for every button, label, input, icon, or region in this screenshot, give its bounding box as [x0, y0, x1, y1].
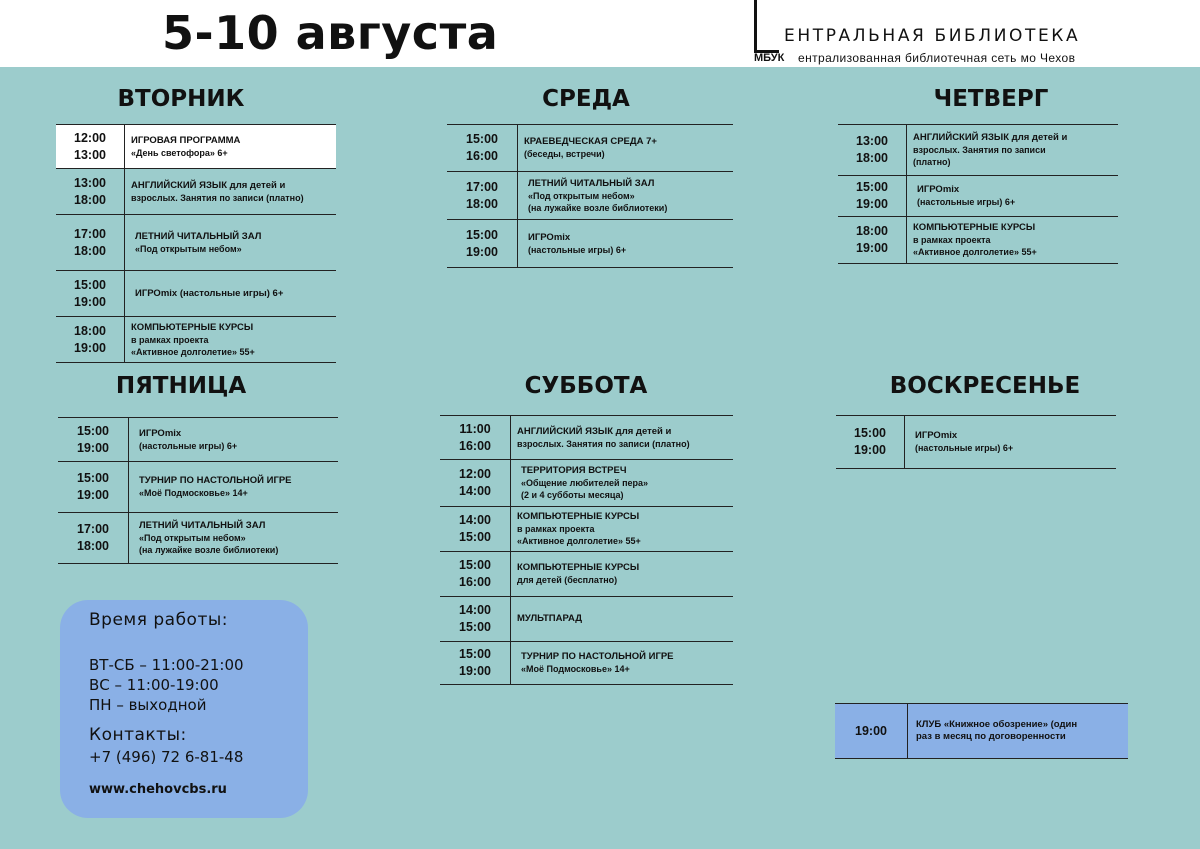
- contacts-title: Контакты:: [89, 725, 187, 745]
- network-name: ентрализованная библиотечная сеть мо Чехов: [798, 51, 1076, 65]
- event-cell: КЛУБ «Книжное обозрение» (один раз в месяц по договоренности: [916, 719, 1078, 742]
- event-cell: ИГРОmix (настольные игры) 6+: [135, 287, 284, 299]
- schedule-row: [440, 415, 733, 459]
- event-cell: ИГРОmix (настольные игры) 6+: [915, 430, 1014, 453]
- schedule-row: [58, 461, 338, 512]
- event-cell: ЛЕТНИЙ ЧИТАЛЬНЫЙ ЗАЛ «Под открытым небом»: [135, 230, 262, 254]
- time-cell: 14:00 15:00: [440, 597, 511, 641]
- event-cell: КОМПЬЮТЕРНЫЕ КУРСЫ в рамках проекта «Активное долголетие» 55+: [517, 511, 641, 546]
- time-cell: 15:00 19:00: [58, 418, 129, 461]
- schedule-friday: [58, 417, 338, 564]
- time-cell: 13:00 18:00: [56, 169, 125, 214]
- schedule-thursday: [838, 124, 1118, 264]
- event-cell: ЛЕТНИЙ ЧИТАЛЬНЫЙ ЗАЛ «Под открытым небом» (на лужайке возле библиотеки): [139, 520, 279, 555]
- schedule-row: [838, 124, 1118, 175]
- day-title-saturday: СУББОТА: [524, 373, 648, 399]
- schedule-row: [440, 506, 733, 551]
- schedule-row: [838, 216, 1118, 264]
- event-cell: ТУРНИР ПО НАСТОЛЬНОЙ ИГРЕ «Моё Подмосковье» 14+: [521, 651, 674, 674]
- time-cell: 15:00 19:00: [440, 642, 511, 684]
- library-name: ЕНТРАЛЬНАЯ БИБЛИОТЕКА: [784, 26, 1081, 46]
- time-cell: 15:00 19:00: [838, 176, 907, 216]
- logo-mbuk: МБУК: [754, 52, 785, 64]
- page-title: 5-10 августа: [162, 6, 499, 60]
- event-cell: ИГРОmix (настольные игры) 6+: [528, 231, 627, 255]
- logo-letter-c: [754, 0, 779, 53]
- hours-title: Время работы:: [89, 610, 229, 630]
- phone-number: +7 (496) 72 6-81-48: [89, 748, 244, 766]
- time-cell: 15:00 19:00: [447, 220, 518, 267]
- event-cell: ИГРОmix (настольные игры) 6+: [917, 184, 1016, 207]
- time-cell: 17:00 18:00: [447, 172, 518, 219]
- club-schedule: [835, 703, 1128, 759]
- schedule-saturday: [440, 415, 733, 685]
- time-cell: 11:00 16:00: [440, 416, 511, 459]
- time-cell: 15:00 19:00: [58, 462, 129, 512]
- schedule-row: [58, 512, 338, 564]
- day-title-thursday: ЧЕТВЕРГ: [933, 86, 1049, 112]
- schedule-wednesday: [447, 124, 733, 268]
- time-cell: 18:00 19:00: [56, 317, 125, 362]
- time-cell: 13:00 18:00: [838, 125, 907, 175]
- schedule-row: [56, 168, 336, 214]
- schedule-sunday: [836, 415, 1116, 469]
- event-cell: ЛЕТНИЙ ЧИТАЛЬНЫЙ ЗАЛ «Под открытым небом» (на лужайке возле библиотеки): [528, 177, 668, 213]
- event-cell: КОМПЬЮТЕРНЫЕ КУРСЫ в рамках проекта «Активное долголетие» 55+: [131, 321, 255, 357]
- event-cell: МУЛЬТПАРАД: [517, 613, 582, 624]
- time-cell: 18:00 19:00: [838, 217, 907, 263]
- day-title-tuesday: ВТОРНИК: [117, 86, 245, 112]
- schedule-row: [447, 171, 733, 219]
- schedule-row: [56, 270, 336, 316]
- event-cell: ТУРНИР ПО НАСТОЛЬНОЙ ИГРЕ «Моё Подмосковье» 14+: [139, 475, 292, 498]
- club-row: [835, 703, 1128, 759]
- header: [0, 0, 1200, 67]
- schedule-row: [447, 219, 733, 268]
- schedule-row: [836, 415, 1116, 469]
- schedule-row: [56, 124, 336, 168]
- library-logo: [754, 0, 1194, 67]
- event-cell: АНГЛИЙСКИЙ ЯЗЫК для детей и взрослых. Занятия по записи (платно): [517, 425, 690, 449]
- schedule-row: [447, 124, 733, 171]
- hours-sunday: ВС – 11:00-19:00: [89, 676, 219, 694]
- time-cell: 12:00 13:00: [56, 125, 125, 168]
- schedule-row: [838, 175, 1118, 216]
- time-cell: 15:00 19:00: [836, 416, 905, 468]
- schedule-row: [56, 316, 336, 363]
- time-cell: 14:00 15:00: [440, 507, 511, 551]
- event-cell: ИГРОmix (настольные игры) 6+: [139, 427, 238, 451]
- hours-monday: ПН – выходной: [89, 696, 207, 714]
- time-cell: 17:00 18:00: [58, 513, 129, 563]
- event-cell: ИГРОВАЯ ПРОГРАММА «День светофора» 6+: [131, 134, 241, 158]
- event-cell: АНГЛИЙСКИЙ ЯЗЫК для детей и взрослых. Занятия по записи (платно): [131, 179, 304, 203]
- time-cell: 15:00 19:00: [56, 271, 125, 316]
- time-cell: 15:00 16:00: [440, 552, 511, 596]
- event-cell: ТЕРРИТОРИЯ ВСТРЕЧ «Общение любителей пера» (2 и 4 субботы месяца): [521, 465, 649, 500]
- schedule-row: [440, 596, 733, 641]
- schedule-row: [440, 551, 733, 596]
- schedule-row: [440, 459, 733, 506]
- event-cell: АНГЛИЙСКИЙ ЯЗЫК для детей и взрослых. Занятия по записи (платно): [913, 132, 1068, 167]
- website-link[interactable]: www.chehovcbs.ru: [89, 782, 227, 797]
- event-cell: КОМПЬЮТЕРНЫЕ КУРСЫ для детей (бесплатно): [517, 562, 640, 585]
- time-cell: 19:00: [835, 704, 908, 758]
- time-cell: 15:00 16:00: [447, 125, 518, 171]
- working-hours-card: [60, 600, 308, 818]
- time-cell: 12:00 14:00: [440, 460, 511, 506]
- day-title-sunday: ВОСКРЕСЕНЬЕ: [889, 373, 1081, 399]
- schedule-row: [58, 417, 338, 461]
- schedule-tuesday: [56, 124, 336, 363]
- event-cell: КОМПЬЮТЕРНЫЕ КУРСЫ в рамках проекта «Активное долголетие» 55+: [913, 222, 1037, 257]
- schedule-row: [56, 214, 336, 270]
- time-cell: 17:00 18:00: [56, 215, 125, 270]
- hours-weekdays: ВТ-СБ – 11:00-21:00: [89, 656, 244, 674]
- schedule-row: [440, 641, 733, 685]
- day-title-friday: ПЯТНИЦА: [115, 373, 247, 399]
- event-cell: КРАЕВЕДЧЕСКАЯ СРЕДА 7+ (беседы, встречи): [524, 136, 657, 159]
- day-title-wednesday: СРЕДА: [542, 86, 630, 112]
